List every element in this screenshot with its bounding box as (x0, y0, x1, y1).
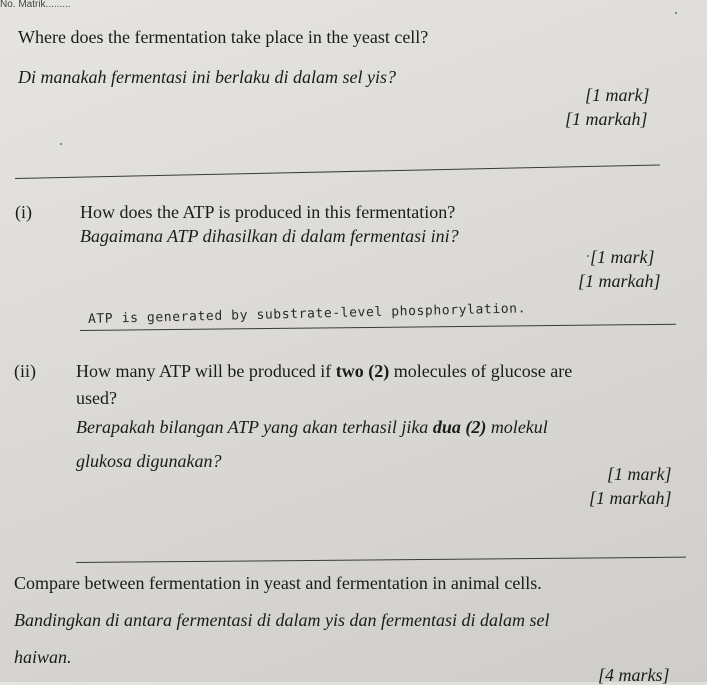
answer-line (15, 164, 660, 179)
mark-en: [1 mark] (590, 247, 655, 267)
question-text-en-line2: used? (76, 388, 117, 408)
mark-en: [4 marks] (598, 665, 670, 685)
answer-line (76, 557, 686, 563)
mark-ms: [1 markah] (578, 271, 661, 291)
question-text-en: Where does the fermentation take place in the yeast cell? (18, 27, 429, 47)
paper-speck (675, 12, 677, 14)
subquestion-number: (i) (15, 202, 32, 222)
question-text-ms: Berapakah bilangan ATP yang akan terhasil jika dua (2) molekul (76, 417, 548, 437)
subquestion-number: (ii) (14, 361, 36, 381)
question-text-en: Compare between fermentation in yeast and fermentation in animal cells. (14, 573, 542, 593)
question-text-ms: Di manakah fermentasi ini berlaku di dalam sel yis? (18, 67, 396, 87)
mark-ms: [1 markah] (589, 488, 672, 508)
question-text-ms-line2: glukosa digunakan? (76, 451, 222, 471)
question-text-ms-line2: haiwan. (14, 647, 72, 667)
mark-ms: [1 markah] (565, 109, 648, 129)
paper-speck (60, 143, 62, 145)
paper-speck (587, 255, 589, 257)
mark-en: [1 mark] (607, 464, 672, 484)
matric-number-header: No. Matrik......... (0, 0, 71, 10)
question-text-ms: Bagaimana ATP dihasilkan di dalam fermentasi ini? (80, 226, 459, 246)
question-text-en: How does the ATP is produced in this fermentation? (80, 202, 456, 222)
question-text-en: How many ATP will be produced if two (2) molecules of glucose are (76, 361, 573, 381)
handwritten-answer: ATP is generated by substrate-level phosphorylation. (87, 301, 527, 327)
question-text-ms: Bandingkan di antara fermentasi di dalam yis dan fermentasi di dalam sel (14, 610, 550, 630)
mark-en: [1 mark] (585, 85, 650, 105)
